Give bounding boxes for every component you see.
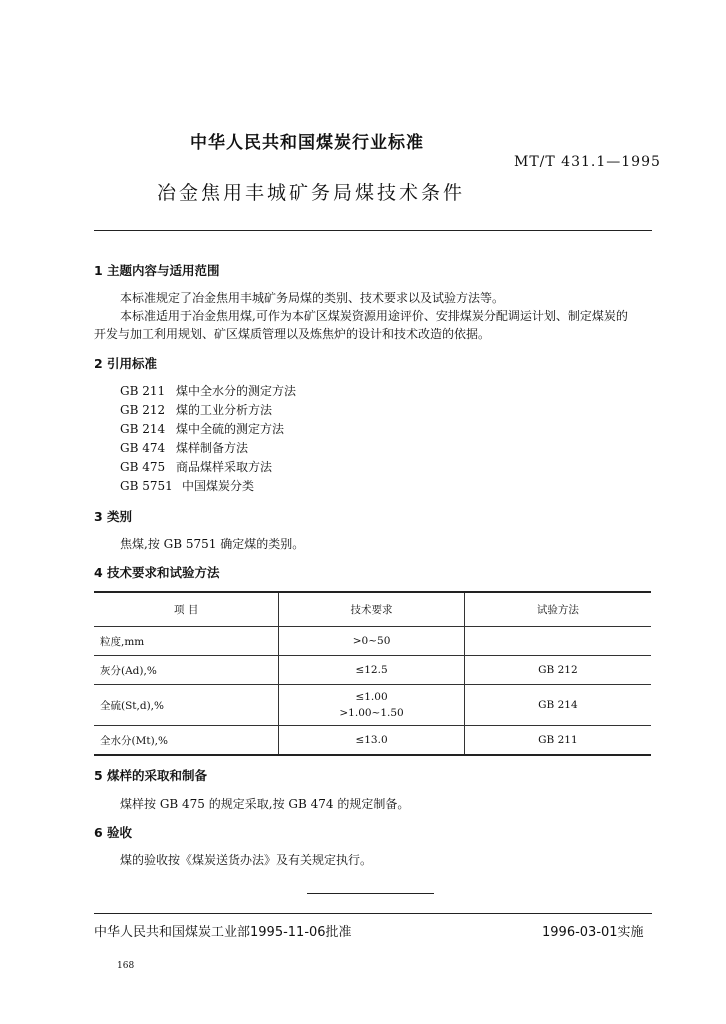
- table-row: [94, 685, 651, 726]
- reference-name: 中国煤炭分类: [182, 479, 255, 493]
- reference-code: GB 5751: [120, 479, 173, 493]
- reference-code: GB 475: [120, 460, 166, 474]
- reference-code: GB 474: [120, 441, 166, 455]
- reference-name: 煤中全硫的测定方法: [176, 422, 285, 436]
- section-4-heading: 4 技术要求和试验方法: [94, 565, 220, 580]
- table-row: [94, 726, 651, 756]
- section-5-para: 煤样按 GB 475 的规定采取,按 GB 474 的规定制备。: [120, 797, 410, 811]
- row-item: 全硫(St,d),%: [94, 685, 279, 726]
- section-1-para-2-line-2: 开发与加工利用规划、矿区煤质管理以及炼焦炉的设计和技术改造的依据。: [94, 327, 491, 341]
- reference-item: [120, 439, 248, 456]
- reference-name: 煤中全水分的测定方法: [176, 384, 297, 398]
- header-item: 项 目: [94, 592, 279, 627]
- table-row: [94, 656, 651, 685]
- document-title: 冶金焦用丰城矿务局煤技术条件: [157, 182, 466, 204]
- row-method: GB 212: [464, 656, 651, 685]
- section-6-heading: 6 验收: [94, 825, 133, 840]
- row-requirement-line-1: ≤1.00: [355, 691, 388, 703]
- section-1-para-1: 本标准规定了冶金焦用丰城矿务局煤的类别、技术要求以及试验方法等。: [120, 291, 505, 305]
- row-requirement-line-2: >1.00~1.50: [339, 707, 404, 719]
- row-requirement: ≤13.0: [279, 726, 464, 756]
- row-item: 全水分(Mt),%: [94, 726, 279, 756]
- header-method: 试验方法: [464, 592, 651, 627]
- footer-divider: [94, 913, 652, 914]
- end-of-text-rule: [307, 893, 434, 894]
- reference-item: [120, 477, 254, 494]
- section-1-heading: 1 主题内容与适用范围: [94, 263, 220, 278]
- reference-code: GB 214: [120, 422, 166, 436]
- reference-name: 煤的工业分析方法: [176, 403, 273, 417]
- row-requirement: ≤12.5: [279, 656, 464, 685]
- row-item: 粒度,mm: [94, 627, 279, 656]
- reference-name: 商品煤样采取方法: [176, 460, 273, 474]
- section-3-para: 焦煤,按 GB 5751 确定煤的类别。: [120, 537, 305, 551]
- row-requirement: [279, 685, 464, 726]
- section-6-para: 煤的验收按《煤炭送货办法》及有关规定执行。: [120, 853, 373, 867]
- header-divider: [94, 230, 652, 231]
- reference-item: [120, 401, 272, 418]
- row-method: [464, 627, 651, 656]
- section-2-heading: 2 引用标准: [94, 356, 158, 371]
- reference-name: 煤样制备方法: [176, 441, 249, 455]
- reference-item: [120, 420, 284, 437]
- reference-item: [120, 458, 272, 475]
- section-3-heading: 3 类别: [94, 509, 133, 524]
- reference-code: GB 211: [120, 384, 166, 398]
- standard-code: MT/T 431.1—1995: [514, 154, 661, 170]
- page-number: 168: [117, 961, 135, 971]
- table-header-row: [94, 592, 651, 627]
- section-1-para-2-line-1: 本标准适用于冶金焦用煤,可作为本矿区煤炭资源用途评价、安排煤炭分配调运计划、制定煤炭的: [120, 309, 628, 323]
- row-method: GB 211: [464, 726, 651, 756]
- row-item: 灰分(Ad),%: [94, 656, 279, 685]
- requirements-table: [94, 591, 651, 756]
- row-requirement: >0~50: [279, 627, 464, 656]
- standard-org-title: 中华人民共和国煤炭行业标准: [190, 133, 424, 153]
- row-method: GB 214: [464, 685, 651, 726]
- reference-item: [120, 382, 296, 399]
- section-5-heading: 5 煤样的采取和制备: [94, 768, 208, 783]
- approval-note: 中华人民共和国煤炭工业部1995-11-06批准: [94, 925, 352, 940]
- reference-code: GB 212: [120, 403, 166, 417]
- header-requirement: 技术要求: [279, 592, 464, 627]
- table-row: [94, 627, 651, 656]
- effective-date: 1996-03-01实施: [542, 925, 644, 940]
